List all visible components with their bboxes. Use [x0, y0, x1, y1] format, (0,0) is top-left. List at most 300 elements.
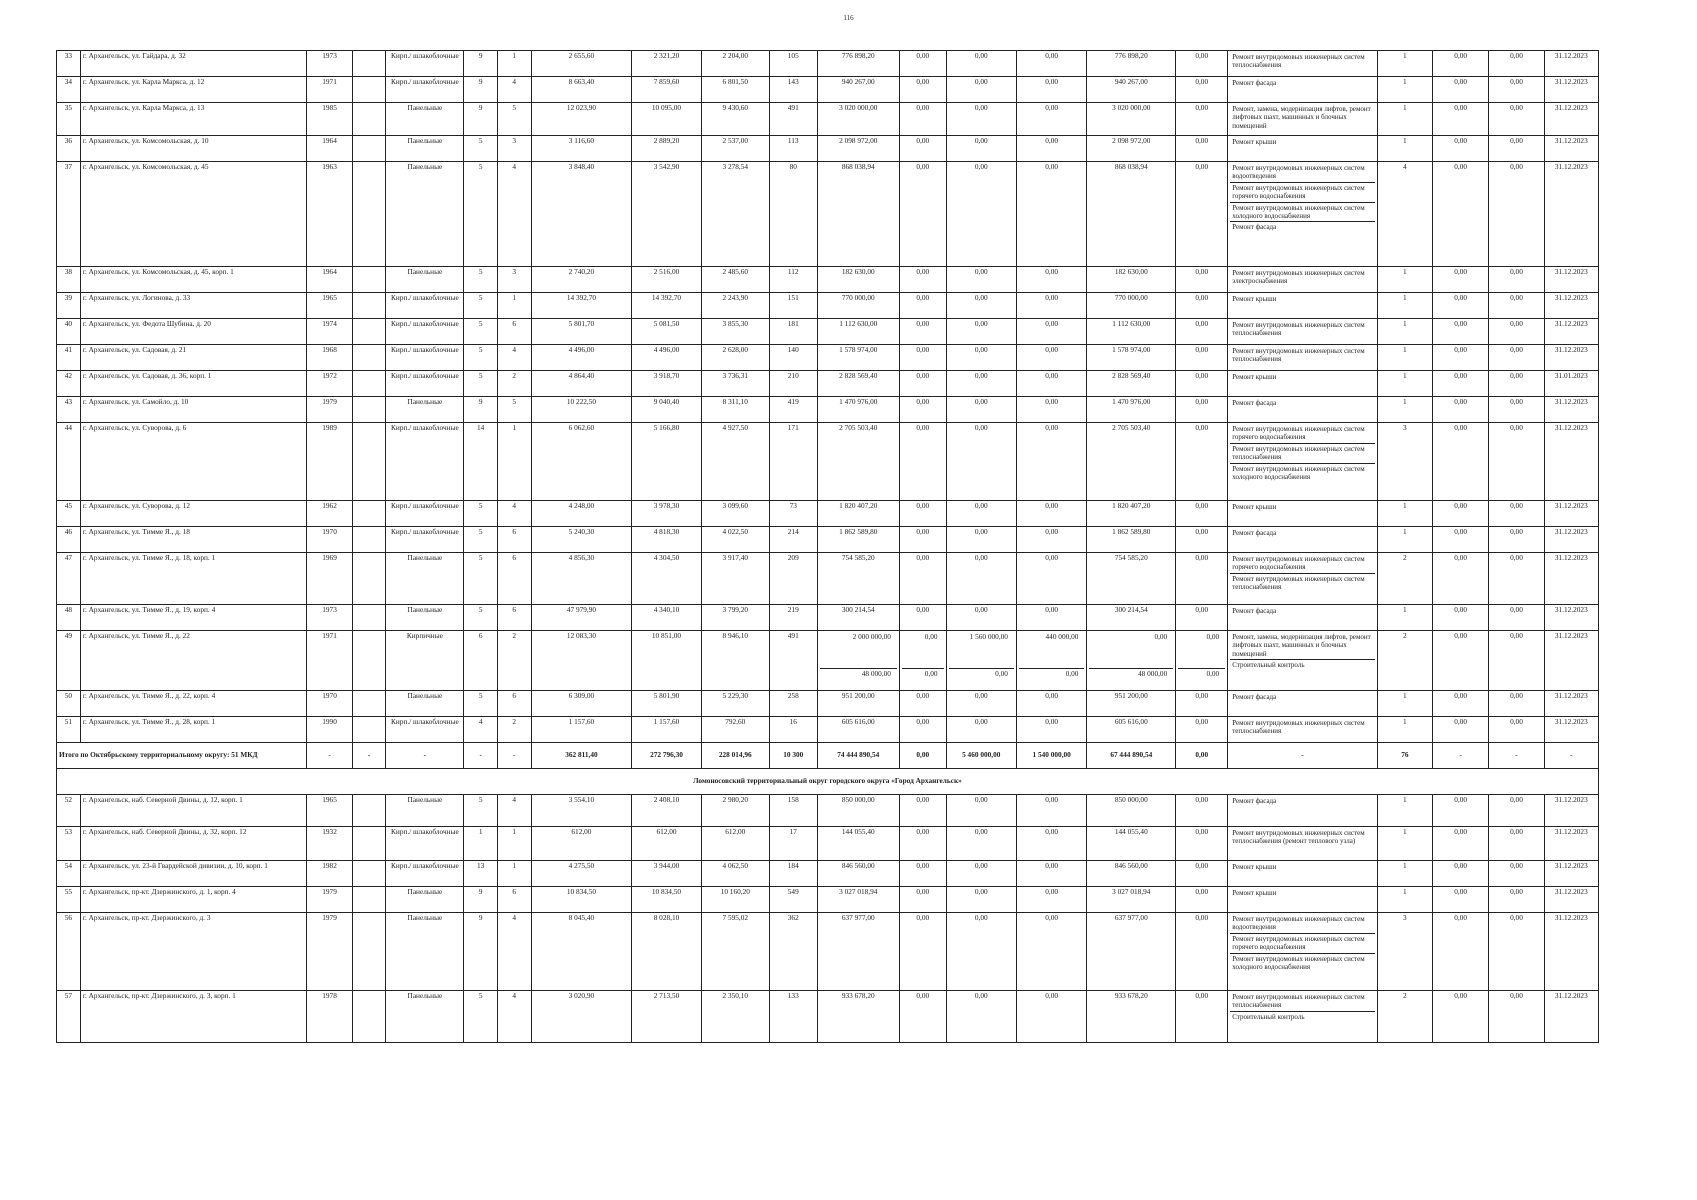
other-funds: 0,00	[1176, 795, 1228, 827]
owners-funds: 3 027 018,94	[1087, 887, 1176, 913]
value-1: 0,00	[1433, 501, 1489, 527]
deadline: 31.12.2023	[1544, 991, 1598, 1043]
row-number: 52	[57, 795, 81, 827]
repair-cost-line-2: 48 000,00	[820, 668, 897, 685]
row-number: 51	[57, 717, 81, 743]
work-types	[1228, 345, 1378, 371]
wall-material: Панельные	[386, 162, 464, 267]
empty-cell	[352, 51, 386, 77]
year-built: 1985	[307, 103, 353, 136]
repair-cost: 770 000,00	[817, 293, 899, 319]
room-area: 3 944,00	[632, 861, 701, 887]
entrances: 6	[497, 319, 531, 345]
entrances: 1	[497, 293, 531, 319]
empty-cell	[352, 553, 386, 605]
living-area: 2 485,60	[701, 267, 769, 293]
table-row	[57, 103, 1599, 136]
owners-funds-line-2: 48 000,00	[1089, 668, 1173, 685]
living-area: 2 350,10	[701, 991, 769, 1043]
room-area: 5 081,50	[632, 319, 701, 345]
repair-cost: 940 267,00	[817, 77, 899, 103]
residents: 491	[769, 631, 817, 691]
floors: 5	[464, 795, 498, 827]
value-1: 0,00	[1433, 136, 1489, 162]
fund-cost-line-1: 0,00	[924, 632, 938, 641]
work-item: Ремонт внутридомовых инженерных систем теплоснабжения	[1232, 993, 1365, 1010]
living-area: 4 062,50	[701, 861, 769, 887]
work-item: Ремонт фасада	[1230, 221, 1375, 232]
value-2: 0,00	[1489, 827, 1544, 861]
wall-material: Кирп./ шлакоблочные	[386, 345, 464, 371]
deadline: 31.12.2023	[1544, 267, 1598, 293]
row-number: 45	[57, 501, 81, 527]
value-1: 0,00	[1433, 423, 1489, 501]
total-area: 4 275,50	[531, 861, 632, 887]
section-title: Ломоносовский территориальный округ городского округа «Город Архангельск»	[57, 769, 1599, 795]
total-area: 1 157,60	[531, 717, 632, 743]
value-2: 0,00	[1489, 861, 1544, 887]
value-1: 0,00	[1433, 631, 1489, 691]
value-2: 0,00	[1489, 527, 1544, 553]
fund-cost	[899, 631, 946, 691]
floors: 4	[464, 717, 498, 743]
owners-funds: 1 578 974,00	[1087, 345, 1176, 371]
table-row	[57, 397, 1599, 423]
total-area: 362 811,40	[531, 743, 632, 769]
entrances: 6	[497, 887, 531, 913]
subject-budget: 0,00	[946, 913, 1016, 991]
year-built: 1971	[307, 631, 353, 691]
total-dash: -	[497, 743, 531, 769]
living-area: 2 980,20	[701, 795, 769, 827]
value-2: 0,00	[1489, 162, 1544, 267]
total-area: 3 848,40	[531, 162, 632, 267]
subject-budget: 0,00	[946, 319, 1016, 345]
total-area: 14 392,70	[531, 293, 632, 319]
work-item: Ремонт внутридомовых инженерных систем электроснабжения	[1232, 269, 1365, 286]
other-funds: 0,00	[1176, 527, 1228, 553]
other-funds: 0,00	[1176, 887, 1228, 913]
other-funds: 0,00	[1176, 162, 1228, 267]
subject-budget: 0,00	[946, 527, 1016, 553]
residents: 181	[769, 319, 817, 345]
owners-funds: 1 820 407,20	[1087, 501, 1176, 527]
subject-budget: 0,00	[946, 371, 1016, 397]
total-dash: -	[386, 743, 464, 769]
table-row	[57, 991, 1599, 1043]
value-1: 0,00	[1433, 51, 1489, 77]
fund-cost: 0,00	[899, 887, 946, 913]
other-funds: 0,00	[1176, 501, 1228, 527]
row-number: 46	[57, 527, 81, 553]
subject-budget-line-2: 0,00	[949, 668, 1014, 685]
work-count: 1	[1377, 293, 1432, 319]
work-item: Ремонт крыши	[1232, 863, 1277, 871]
living-area: 2 537,00	[701, 136, 769, 162]
work-item: Ремонт внутридомовых инженерных систем холодного водоснабжения	[1230, 953, 1375, 973]
living-area: 612,00	[701, 827, 769, 861]
page-number: 116	[843, 14, 854, 22]
table-row	[57, 827, 1599, 861]
work-item: Ремонт внутридомовых инженерных систем горячего водоснабжения	[1232, 555, 1365, 572]
living-area: 3 278,54	[701, 162, 769, 267]
value-1: 0,00	[1433, 103, 1489, 136]
empty-cell	[352, 293, 386, 319]
wall-material: Кирп./ шлакоблочные	[386, 501, 464, 527]
value-2: 0,00	[1489, 77, 1544, 103]
work-count: 2	[1377, 991, 1432, 1043]
residents: 549	[769, 887, 817, 913]
repair-cost: 850 000,00	[817, 795, 899, 827]
table-row	[57, 887, 1599, 913]
work-count: 1	[1377, 605, 1432, 631]
row-number: 39	[57, 293, 81, 319]
owners-funds: 2 098 972,00	[1087, 136, 1176, 162]
local-budget: 0,00	[1016, 319, 1086, 345]
total-dash: -	[1544, 743, 1598, 769]
work-types	[1228, 991, 1378, 1043]
local-budget-line-1: 440 000,00	[1045, 632, 1079, 641]
deadline: 31.12.2023	[1544, 293, 1598, 319]
local-budget: 0,00	[1016, 861, 1086, 887]
repair-cost: 637 977,00	[817, 913, 899, 991]
deadline: 31.12.2023	[1544, 162, 1598, 267]
entrances: 4	[497, 913, 531, 991]
room-area: 5 801,90	[632, 691, 701, 717]
local-budget: 0,00	[1016, 371, 1086, 397]
room-area: 8 028,10	[632, 913, 701, 991]
entrances: 2	[497, 631, 531, 691]
repair-cost: 1 862 589,80	[817, 527, 899, 553]
floors: 5	[464, 293, 498, 319]
value-1: 0,00	[1433, 887, 1489, 913]
room-area: 2 889,20	[632, 136, 701, 162]
work-item: Ремонт внутридомовых инженерных систем теплоснабжения	[1230, 443, 1375, 463]
living-area: 7 595,02	[701, 913, 769, 991]
floors: 5	[464, 991, 498, 1043]
value-1: 0,00	[1433, 77, 1489, 103]
work-item: Ремонт внутридомовых инженерных систем теплоснабжения	[1232, 347, 1365, 364]
floors: 9	[464, 887, 498, 913]
total-area: 2 655,60	[531, 51, 632, 77]
empty-cell	[352, 691, 386, 717]
room-area: 7 859,60	[632, 77, 701, 103]
fund-cost: 0,00	[899, 319, 946, 345]
value-1: 0,00	[1433, 371, 1489, 397]
local-budget: 0,00	[1016, 913, 1086, 991]
deadline: 31.12.2023	[1544, 501, 1598, 527]
work-count: 1	[1377, 827, 1432, 861]
empty-cell	[352, 991, 386, 1043]
work-types	[1228, 397, 1378, 423]
total-area: 8 663,40	[531, 77, 632, 103]
empty-cell	[352, 423, 386, 501]
fund-cost: 0,00	[899, 77, 946, 103]
fund-cost: 0,00	[899, 51, 946, 77]
living-area: 3 917,40	[701, 553, 769, 605]
residents: 112	[769, 267, 817, 293]
work-item: Ремонт внутридомовых инженерных систем теплоснабжения (ремонт теплового узла)	[1232, 829, 1365, 846]
floors: 13	[464, 861, 498, 887]
value-2: 0,00	[1489, 423, 1544, 501]
row-number: 55	[57, 887, 81, 913]
wall-material: Кирп./ шлакоблочные	[386, 319, 464, 345]
floors: 5	[464, 691, 498, 717]
floors: 5	[464, 371, 498, 397]
room-area: 2 713,50	[632, 991, 701, 1043]
floors: 9	[464, 913, 498, 991]
other-funds: 0,00	[1176, 136, 1228, 162]
value-1: 0,00	[1433, 553, 1489, 605]
owners-funds: 2 828 569,40	[1087, 371, 1176, 397]
year-built: 1970	[307, 527, 353, 553]
wall-material: Кирп./ шлакоблочные	[386, 371, 464, 397]
address: г. Архангельск, ул. Карла Маркса, д. 12	[80, 77, 306, 103]
fund-cost: 0,00	[899, 861, 946, 887]
entrances: 3	[497, 267, 531, 293]
subject-budget: 0,00	[946, 827, 1016, 861]
year-built: 1964	[307, 136, 353, 162]
living-area: 3 855,30	[701, 319, 769, 345]
repair-cost: 754 585,20	[817, 553, 899, 605]
owners-funds: 144 055,40	[1087, 827, 1176, 861]
empty-cell	[352, 827, 386, 861]
living-area: 8 946,10	[701, 631, 769, 691]
local-budget: 0,00	[1016, 423, 1086, 501]
local-budget	[1016, 631, 1086, 691]
row-number: 42	[57, 371, 81, 397]
residents: 171	[769, 423, 817, 501]
row-number: 44	[57, 423, 81, 501]
row-number: 33	[57, 51, 81, 77]
repair-cost: 3 020 000,00	[817, 103, 899, 136]
living-area: 3 799,20	[701, 605, 769, 631]
value-1: 0,00	[1433, 717, 1489, 743]
value-2: 0,00	[1489, 319, 1544, 345]
room-area: 2 321,20	[632, 51, 701, 77]
local-budget: 0,00	[1016, 293, 1086, 319]
deadline: 31.12.2023	[1544, 397, 1598, 423]
value-2: 0,00	[1489, 501, 1544, 527]
work-types	[1228, 691, 1378, 717]
table-row	[57, 691, 1599, 717]
table-row	[57, 527, 1599, 553]
local-budget: 0,00	[1016, 103, 1086, 136]
owners-funds: 637 977,00	[1087, 913, 1176, 991]
owners-funds: 1 862 589,80	[1087, 527, 1176, 553]
residents: 184	[769, 861, 817, 887]
floors: 5	[464, 501, 498, 527]
total-subj: 5 460 000,00	[946, 743, 1016, 769]
value-1: 0,00	[1433, 293, 1489, 319]
table-row	[57, 319, 1599, 345]
other-funds: 0,00	[1176, 423, 1228, 501]
total-fond: 0,00	[899, 743, 946, 769]
wall-material: Кирп./ шлакоблочные	[386, 51, 464, 77]
owners-funds: 776 898,20	[1087, 51, 1176, 77]
fund-cost: 0,00	[899, 162, 946, 267]
total-area: 6 062,60	[531, 423, 632, 501]
fund-cost: 0,00	[899, 267, 946, 293]
subject-budget: 0,00	[946, 717, 1016, 743]
table-row	[57, 553, 1599, 605]
other-funds-line-2: 0,00	[1178, 668, 1225, 685]
subject-budget	[946, 631, 1016, 691]
table-row	[57, 423, 1599, 501]
local-budget: 0,00	[1016, 717, 1086, 743]
address: г. Архангельск, ул. 23-й Гвардейской дивизии, д. 10, корп. 1	[80, 861, 306, 887]
wall-material: Кирп./ шлакоблочные	[386, 77, 464, 103]
address: г. Архангельск, пр-кт. Дзержинского, д. 3, корп. 1	[80, 991, 306, 1043]
value-1: 0,00	[1433, 345, 1489, 371]
entrances: 2	[497, 371, 531, 397]
work-types	[1228, 527, 1378, 553]
room-area: 1 157,60	[632, 717, 701, 743]
empty-cell	[352, 267, 386, 293]
room-area: 14 392,70	[632, 293, 701, 319]
owners-funds: 3 020 000,00	[1087, 103, 1176, 136]
work-count: 4	[1377, 162, 1432, 267]
work-count: 1	[1377, 136, 1432, 162]
fund-cost: 0,00	[899, 136, 946, 162]
repair-register-table	[56, 50, 1599, 1043]
address: г. Архангельск, ул. Тимме Я., д. 18, корп. 1	[80, 553, 306, 605]
value-1: 0,00	[1433, 827, 1489, 861]
deadline: 31.12.2023	[1544, 103, 1598, 136]
total-row	[57, 743, 1599, 769]
work-item: Ремонт фасада	[1232, 529, 1277, 537]
residents: 362	[769, 913, 817, 991]
table-row	[57, 861, 1599, 887]
repair-cost: 144 055,40	[817, 827, 899, 861]
wall-material: Кирп./ шлакоблочные	[386, 423, 464, 501]
table-row	[57, 631, 1599, 691]
deadline: 31.12.2023	[1544, 861, 1598, 887]
value-2: 0,00	[1489, 371, 1544, 397]
total-dash: -	[307, 743, 353, 769]
local-budget: 0,00	[1016, 51, 1086, 77]
total-count: 76	[1377, 743, 1432, 769]
address: г. Архангельск, ул. Комсомольская, д. 10	[80, 136, 306, 162]
address: г. Архангельск, ул. Федота Шубина, д. 20	[80, 319, 306, 345]
table-row	[57, 913, 1599, 991]
other-funds: 0,00	[1176, 717, 1228, 743]
owners-funds: 940 267,00	[1087, 77, 1176, 103]
work-types	[1228, 51, 1378, 77]
entrances: 6	[497, 553, 531, 605]
subject-budget: 0,00	[946, 162, 1016, 267]
repair-cost: 1 470 976,00	[817, 397, 899, 423]
local-budget: 0,00	[1016, 501, 1086, 527]
repair-cost: 1 820 407,20	[817, 501, 899, 527]
total-area: 4 856,30	[531, 553, 632, 605]
address: г. Архангельск, ул. Тимме Я., д. 22, корп. 4	[80, 691, 306, 717]
other-funds: 0,00	[1176, 267, 1228, 293]
wall-material: Панельные	[386, 397, 464, 423]
owners-funds: 300 214,54	[1087, 605, 1176, 631]
subject-budget: 0,00	[946, 267, 1016, 293]
row-number: 43	[57, 397, 81, 423]
value-2: 0,00	[1489, 267, 1544, 293]
residents: 16	[769, 717, 817, 743]
living-area: 2 204,00	[701, 51, 769, 77]
repair-cost: 2 705 503,40	[817, 423, 899, 501]
address: г. Архангельск, наб. Северной Двины, д. 12, корп. 1	[80, 795, 306, 827]
work-count: 1	[1377, 103, 1432, 136]
other-funds: 0,00	[1176, 103, 1228, 136]
fund-cost: 0,00	[899, 293, 946, 319]
year-built: 1962	[307, 501, 353, 527]
fund-cost: 0,00	[899, 501, 946, 527]
work-item: Ремонт внутридомовых инженерных систем теплоснабжения	[1232, 719, 1365, 736]
local-budget: 0,00	[1016, 691, 1086, 717]
year-built: 1970	[307, 691, 353, 717]
total-area: 4 248,00	[531, 501, 632, 527]
work-count: 3	[1377, 423, 1432, 501]
table-row	[57, 162, 1599, 267]
other-funds	[1176, 631, 1228, 691]
table-row	[57, 345, 1599, 371]
entrances: 4	[497, 991, 531, 1043]
floors: 5	[464, 136, 498, 162]
work-item: Ремонт внутридомовых инженерных систем теплоснабжения	[1232, 321, 1365, 338]
year-built: 1990	[307, 717, 353, 743]
work-item: Ремонт крыши	[1232, 138, 1277, 146]
year-built: 1979	[307, 397, 353, 423]
entrances: 4	[497, 77, 531, 103]
subject-budget: 0,00	[946, 293, 1016, 319]
repair-cost: 1 578 974,00	[817, 345, 899, 371]
address: г. Архангельск, ул. Комсомольская, д. 45	[80, 162, 306, 267]
other-funds: 0,00	[1176, 991, 1228, 1043]
work-types	[1228, 631, 1378, 691]
total-area: 5 801,70	[531, 319, 632, 345]
other-funds: 0,00	[1176, 861, 1228, 887]
entrances: 2	[497, 717, 531, 743]
floors: 5	[464, 162, 498, 267]
fund-cost-line-2: 0,00	[902, 668, 944, 685]
repair-cost: 3 027 018,94	[817, 887, 899, 913]
entrances: 6	[497, 691, 531, 717]
work-item: Ремонт внутридомовых инженерных систем горячего водоснабжения	[1230, 933, 1375, 953]
fund-cost: 0,00	[899, 913, 946, 991]
work-types	[1228, 162, 1378, 267]
subject-budget-line-1: 1 560 000,00	[969, 632, 1008, 641]
work-item: Ремонт фасада	[1232, 797, 1277, 805]
total-owners: 67 444 890,54	[1087, 743, 1176, 769]
fund-cost: 0,00	[899, 991, 946, 1043]
row-number: 53	[57, 827, 81, 861]
total-mest: 1 540 000,00	[1016, 743, 1086, 769]
room-area: 5 166,80	[632, 423, 701, 501]
owners-funds: 754 585,20	[1087, 553, 1176, 605]
fund-cost: 0,00	[899, 345, 946, 371]
subject-budget: 0,00	[946, 861, 1016, 887]
section-lomonosovsky	[57, 769, 1599, 795]
residents: 158	[769, 795, 817, 827]
row-number: 40	[57, 319, 81, 345]
local-budget: 0,00	[1016, 77, 1086, 103]
total-dash: -	[1228, 743, 1378, 769]
wall-material: Кирп./ шлакоблочные	[386, 717, 464, 743]
work-item: Ремонт крыши	[1232, 503, 1277, 511]
work-item: Ремонт внутридомовых инженерных систем теплоснабжения	[1232, 53, 1365, 70]
local-budget: 0,00	[1016, 397, 1086, 423]
fund-cost: 0,00	[899, 717, 946, 743]
residents: 219	[769, 605, 817, 631]
wall-material: Панельные	[386, 267, 464, 293]
other-funds: 0,00	[1176, 397, 1228, 423]
